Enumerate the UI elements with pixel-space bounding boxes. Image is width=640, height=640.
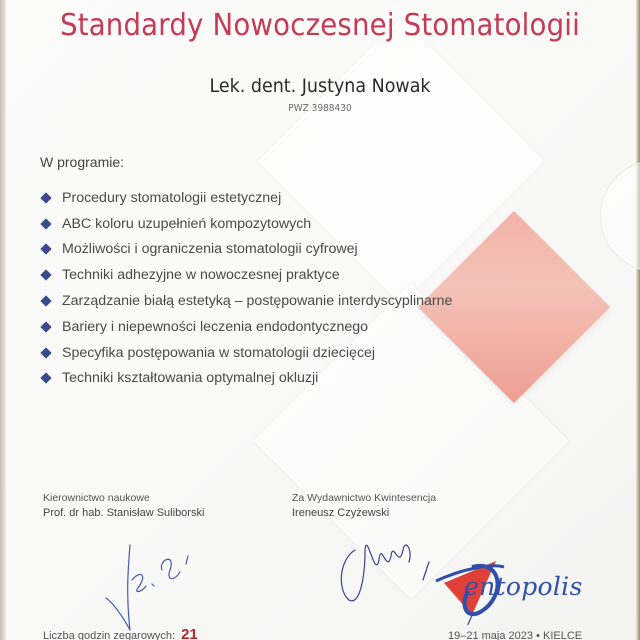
- diamond-bullet-icon: [40, 270, 51, 281]
- program-item-label: Techniki kształtowania optymalnej okluzji: [62, 370, 319, 387]
- program-item-label: Specyfika postępowania w stomatologii dziecięcej: [62, 344, 376, 361]
- certificate-title: Standardy Nowoczesnej Stomatologii: [59, 8, 581, 43]
- paper-edge-left: [0, 0, 6, 640]
- signature-role: Za Wydawnictwo Kwintesencja: [292, 492, 437, 504]
- signature-role: Kierownictwo naukowe: [43, 492, 150, 504]
- program-list: [38, 185, 452, 391]
- program-item-label: Techniki adhezyjne w nowoczesnej praktyce: [62, 267, 340, 284]
- paper-edge-right: [636, 0, 640, 640]
- program-item: [38, 366, 452, 392]
- program-item: [38, 185, 452, 211]
- program-item: [38, 288, 452, 314]
- logo-wordmark: entopolis: [464, 572, 583, 601]
- handwritten-signature-right: [335, 520, 445, 610]
- program-item-label: Bariery i niepewności leczenia endodontycznego: [62, 318, 369, 335]
- diamond-bullet-icon: [40, 321, 51, 332]
- program-item-label: Zarządzanie białą estetyką – postępowanie interdyscyplinarne: [62, 293, 453, 310]
- diamond-bullet-icon: [40, 295, 51, 306]
- hours-label: Liczba godzin zegarowych:: [43, 630, 176, 640]
- diamond-bullet-icon: [40, 373, 51, 384]
- signature-name: Ireneusz Czyżewski: [292, 507, 390, 519]
- hours-value: 21: [181, 626, 198, 640]
- handwritten-signature-left: [100, 540, 210, 635]
- diamond-bullet-icon: [40, 192, 51, 203]
- program-item: [38, 314, 452, 340]
- program-item: [38, 262, 452, 288]
- recipient-name: Lek. dent. Justyna Nowak: [209, 75, 431, 97]
- program-item-label: Procedury stomatologii estetycznej: [62, 189, 282, 206]
- diamond-bullet-icon: [40, 218, 51, 229]
- event-date-location: 19–21 maja 2023 • KIELCE: [448, 630, 583, 640]
- program-item-label: ABC koloru uzupełnień kompozytowych: [62, 215, 312, 232]
- program-heading: W programie:: [40, 154, 125, 170]
- program-item: [38, 237, 452, 263]
- program-item: [38, 340, 452, 366]
- signature-block-scientific: [43, 491, 204, 521]
- diamond-bullet-icon: [40, 347, 51, 358]
- background-circle-shape: [600, 160, 640, 272]
- diamond-bullet-icon: [40, 244, 51, 255]
- signature-name: Prof. dr hab. Stanisław Suliborski: [43, 507, 205, 519]
- program-item-label: Możliwości i ograniczenia stomatologii cyfrowej: [62, 241, 358, 258]
- program-item: [38, 211, 452, 237]
- hours-count: [43, 626, 198, 640]
- recipient-license-number: PWZ 3988430: [288, 103, 352, 114]
- signature-block-publisher: [292, 491, 436, 521]
